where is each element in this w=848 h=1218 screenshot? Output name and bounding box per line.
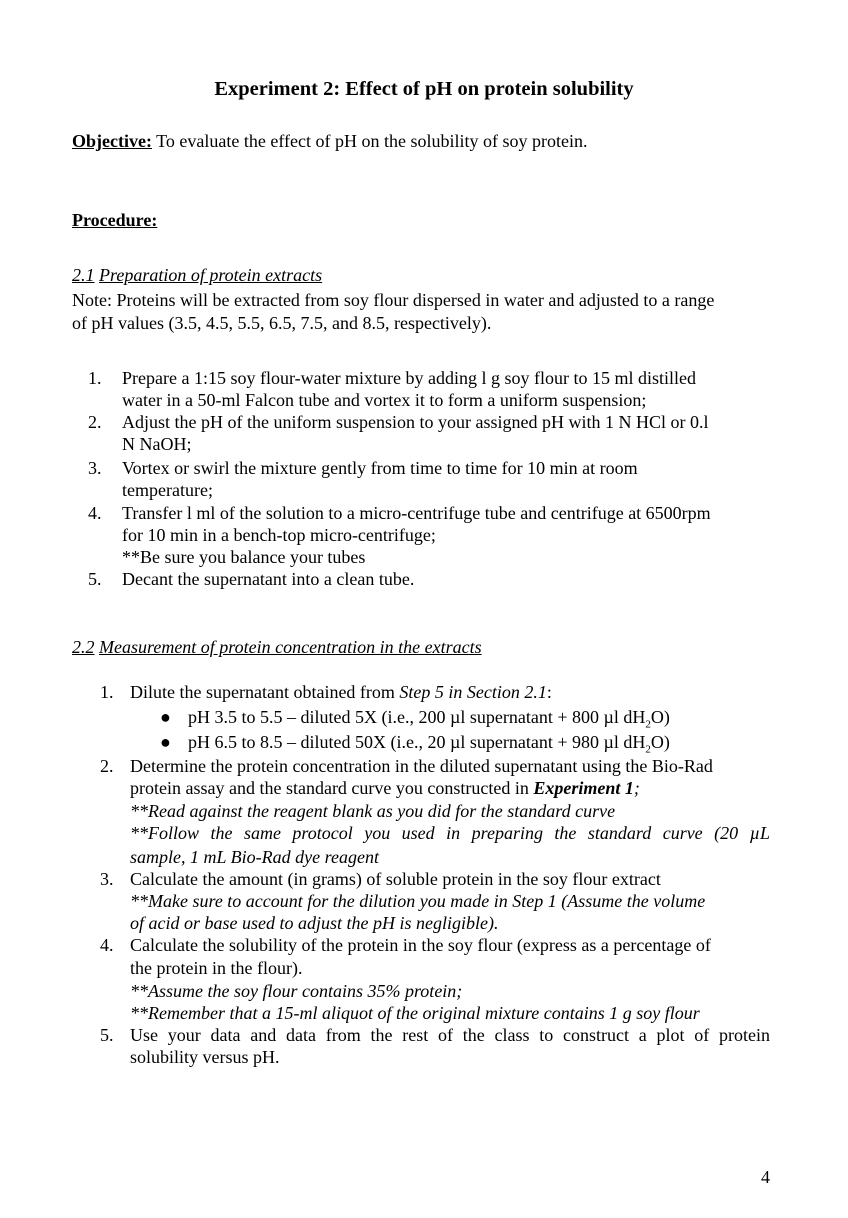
step-number: 1. bbox=[88, 368, 102, 388]
step-note: **Read against the reagent blank as you did for the standard curve bbox=[130, 801, 616, 821]
step-note: of acid or base used to adjust the pH is negligible). bbox=[130, 913, 499, 933]
section-2-2-title: Measurement of protein concentration in the extracts bbox=[99, 637, 482, 657]
bullet-item bbox=[188, 706, 670, 731]
step-number: 4. bbox=[88, 503, 102, 523]
bullet-text: pH 3.5 to 5.5 – diluted 5X (i.e., 200 µl supernatant + 800 µl dH bbox=[188, 707, 646, 727]
step-note: **Make sure to account for the dilution you made in Step 1 (Assume the volume bbox=[130, 891, 706, 911]
section-2-1-number: 2.1 bbox=[72, 265, 95, 285]
step-text-post: : bbox=[546, 682, 552, 702]
bullet-text-end: O) bbox=[650, 707, 670, 727]
objective-label: Objective: bbox=[72, 131, 152, 151]
step-text: Calculate the solubility of the protein in the soy flour (express as a percentage of bbox=[130, 935, 711, 955]
step-note: **Assume the soy flour contains 35% protein; bbox=[130, 981, 463, 1001]
section-2-1-note-line-2: of pH values (3.5, 4.5, 5.5, 6.5, 7.5, and 8.5, respectively). bbox=[72, 313, 492, 333]
step-text: Determine the protein concentration in the diluted supernatant using the Bio-Rad bbox=[130, 756, 713, 776]
step-text: Adjust the pH of the uniform suspension to your assigned pH with 1 N HCl or 0.l bbox=[122, 412, 709, 432]
step-text-pre: Dilute the supernatant obtained from bbox=[130, 682, 400, 702]
step-number: 3. bbox=[88, 458, 102, 478]
step-text: Transfer l ml of the solution to a micro-centrifuge tube and centrifuge at 6500rpm bbox=[122, 503, 711, 523]
step-note: **Follow the same protocol you used in preparing the standard curve (20 µL bbox=[130, 823, 770, 843]
section-2-1-title: Preparation of protein extracts bbox=[99, 265, 323, 285]
step-note: sample, 1 mL Bio-Rad dye reagent bbox=[130, 847, 379, 867]
section-2-1-note-line-1: Note: Proteins will be extracted from soy flour dispersed in water and adjusted to a range bbox=[72, 290, 715, 310]
procedure-label: Procedure: bbox=[72, 210, 158, 230]
step-text: for 10 min in a bench-top micro-centrifuge; bbox=[122, 525, 436, 545]
step-number: 5. bbox=[88, 569, 102, 589]
section-2-2-heading bbox=[72, 636, 482, 658]
bullet-icon: ● bbox=[160, 707, 171, 727]
step-number: 3. bbox=[100, 869, 114, 889]
step-text-post: ; bbox=[633, 778, 640, 798]
step-number: 2. bbox=[88, 412, 102, 432]
step-number: 4. bbox=[100, 935, 114, 955]
step-text: solubility versus pH. bbox=[130, 1047, 280, 1067]
step-number: 5. bbox=[100, 1025, 114, 1045]
page-title: Experiment 2: Effect of pH on protein solubility bbox=[214, 78, 634, 100]
step-text: N NaOH; bbox=[122, 434, 192, 454]
step-text bbox=[130, 681, 552, 703]
subscript: 2 bbox=[645, 743, 651, 756]
step-text: Vortex or swirl the mixture gently from time to time for 10 min at room bbox=[122, 458, 638, 478]
bullet-text-end: O) bbox=[650, 732, 670, 752]
experiment-reference: Experiment 1 bbox=[533, 778, 634, 798]
step-text-pre: protein assay and the standard curve you constructed in bbox=[130, 778, 534, 798]
bullet-item bbox=[188, 731, 670, 756]
bullet-icon: ● bbox=[160, 732, 171, 752]
step-text: temperature; bbox=[122, 480, 213, 500]
step-reference: Step 5 in Section 2.1 bbox=[399, 682, 547, 702]
step-number: 1. bbox=[100, 682, 114, 702]
subscript: 2 bbox=[645, 718, 651, 731]
bullet-text: pH 6.5 to 8.5 – diluted 50X (i.e., 20 µl supernatant + 980 µl dH bbox=[188, 732, 646, 752]
step-note: **Be sure you balance your tubes bbox=[122, 547, 366, 567]
objective-text: To evaluate the effect of pH on the solubility of soy protein. bbox=[151, 131, 588, 151]
step-text: water in a 50-ml Falcon tube and vortex it to form a uniform suspension; bbox=[122, 390, 647, 410]
step-text: Prepare a 1:15 soy flour-water mixture by adding l g soy flour to 15 ml distilled bbox=[122, 368, 697, 388]
page-number: 4 bbox=[761, 1167, 770, 1187]
list-item bbox=[88, 367, 102, 389]
step-text: the protein in the flour). bbox=[130, 958, 303, 978]
step-text: Decant the supernatant into a clean tube. bbox=[122, 569, 415, 589]
step-text: Calculate the amount (in grams) of soluble protein in the soy flour extract bbox=[130, 869, 661, 889]
step-text bbox=[130, 777, 640, 799]
step-text: Use your data and data from the rest of the class to construct a plot of protein bbox=[130, 1025, 770, 1045]
section-2-1-heading bbox=[72, 264, 322, 286]
step-number: 2. bbox=[100, 756, 114, 776]
section-2-2-number: 2.2 bbox=[72, 637, 95, 657]
objective-line bbox=[72, 130, 587, 152]
step-note: **Remember that a 15-ml aliquot of the original mixture contains 1 g soy flour bbox=[130, 1003, 700, 1023]
